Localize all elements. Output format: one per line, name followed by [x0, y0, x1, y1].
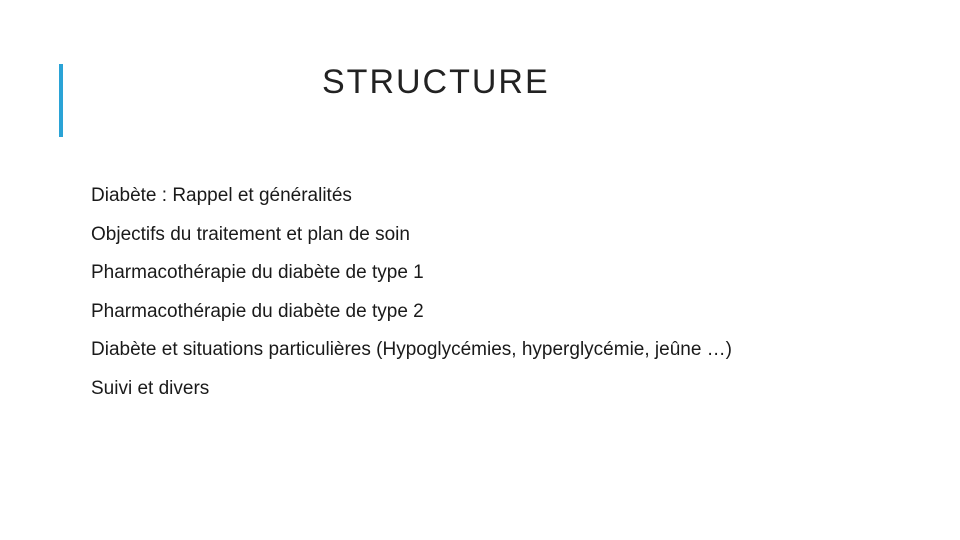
bullet-item: Pharmacothérapie du diabète de type 1 [91, 262, 424, 283]
bullet-item: Objectifs du traitement et plan de soin [91, 223, 410, 245]
bullet-item: Diabète et situations particulières (Hypoglycémies, hyperglycémie, jeûne …) [91, 339, 733, 360]
accent-bar [59, 64, 63, 137]
bullet-item: Suivi et divers [91, 377, 210, 399]
slide-title: STRUCTURE [322, 63, 550, 101]
bullet-item: Diabète : Rappel et généralités [91, 185, 352, 206]
bullet-item: Pharmacothérapie du diabète de type 2 [91, 300, 424, 322]
bullet-list [91, 180, 732, 411]
